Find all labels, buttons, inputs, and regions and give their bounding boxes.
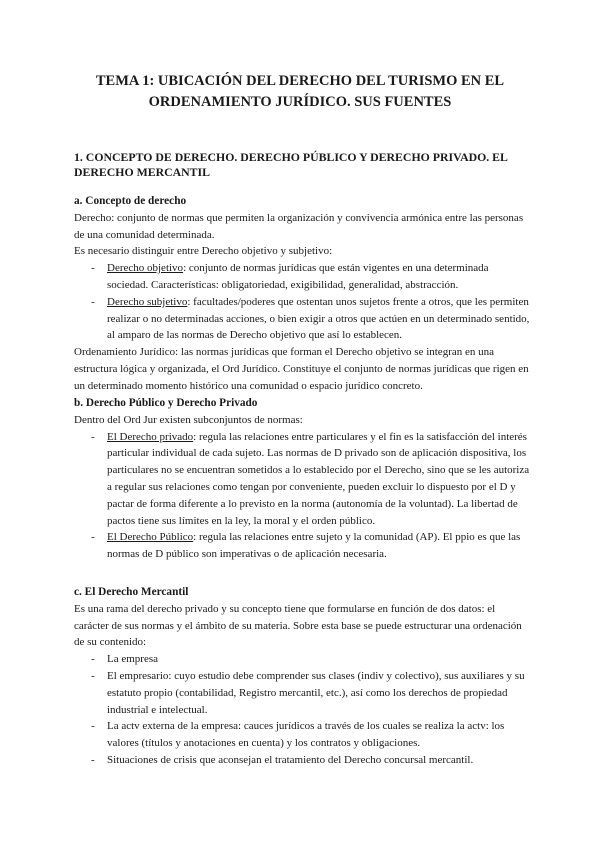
list-item <box>74 429 532 530</box>
mercantil-content-list <box>74 651 532 769</box>
dash-bullet: - <box>91 669 95 682</box>
dash-bullet: - <box>91 753 95 766</box>
item-text: La empresa <box>107 653 158 666</box>
dash-bullet: - <box>91 720 95 733</box>
list-item <box>74 718 532 752</box>
dash-bullet: - <box>91 531 95 544</box>
item-text: : regula las relaciones entre sujeto y la comunidad (AP). El ppio es que las normas de D público son imperativas o de aplicación necesaria. <box>107 531 521 561</box>
section-a <box>74 193 532 395</box>
dash-bullet: - <box>91 653 95 666</box>
list-item <box>74 294 532 344</box>
derecho-definition: Derecho: conjunto de normas que permiten la organización y convivencia armónica entre las personas de una comunidad determinada. <box>74 211 524 241</box>
section-c-heading: c. El Derecho Mercantil <box>74 586 189 598</box>
list-item <box>74 668 532 718</box>
item-text: : regula las relaciones entre particulares y el fin es la satisfacción del interés particular individual de cada sujeto. Las normas de D privado son de aplicación dispositiva, los particulares no se encuentran sometidos a lo establecido por el Derecho, sino que se les autoriza a regular sus relaciones como tengan por conveniente, pueden excluir lo dispuesto por el D y pactar de forma diferente a lo previsto en la norma (autonomía de la voluntad). La libertad de pactos tiene sus límites en la ley, la moral y el orden público. <box>107 430 530 527</box>
ordenamiento-definition: Ordenamiento Jurídico: las normas jurídicas que forman el Derecho objetivo se integran en una estructura lógica y organizada, el Ord Jurídico. Constituye el conjunto de normas jurídicas que rigen en un determinado momento histórico una comunidad o espacio jurídico concreto. <box>74 346 529 392</box>
document-title <box>60 71 540 113</box>
dash-bullet: - <box>91 430 95 443</box>
dash-bullet: - <box>91 262 95 275</box>
distinction-intro: Es necesario distinguir entre Derecho objetivo y subjetivo: <box>74 245 333 258</box>
term-label: Derecho subjetivo <box>107 295 188 308</box>
section-b <box>74 395 532 563</box>
item-text: Situaciones de crisis que aconsejan el tratamiento del Derecho concursal mercantil. <box>107 753 474 766</box>
title-line-1: TEMA 1: UBICACIÓN DEL DERECHO DEL TURISMO EN EL <box>95 73 505 89</box>
derecho-types-list <box>74 260 532 344</box>
list-item <box>74 752 532 769</box>
item-text: : facultades/poderes que ostentan unos sujetos frente a otros, que les permiten realizar o no determinadas acciones, o bien exigir a otros que actúen en un determinado sentido, al amparo de las normas de Derecho objetivo que así lo establecen. <box>107 295 530 342</box>
section-a-heading: a. Concepto de derecho <box>74 195 187 207</box>
term-label: Derecho objetivo <box>107 262 184 275</box>
item-text: El empresario: cuyo estudio debe comprender sus clases (indiv y colectivo), sus auxiliares y su estatuto propio (contabilidad, Registro mercantil, etc.), así como los derechos de propiedad industrial e intelectual. <box>107 669 525 716</box>
section-b-heading: b. Derecho Público y Derecho Privado <box>74 397 258 409</box>
subconjuntos-intro: Dentro del Ord Jur existen subconjuntos de normas: <box>74 413 303 426</box>
list-item <box>74 260 532 294</box>
dash-bullet: - <box>91 295 95 308</box>
section-1-heading: 1. CONCEPTO DE DERECHO. DERECHO PÚBLICO Y DERECHO PRIVADO. EL DERECHO MERCANTIL <box>74 150 508 179</box>
item-text: : conjunto de normas jurídicas que están vigentes en una determinada sociedad. Características: obligatoriedad, exigibilidad, generalidad, abstracción. <box>107 262 489 291</box>
item-text: La actv externa de la empresa: cauces jurídicos a través de los cuales se realiza la actv: los valores (títulos y anotaciones en cuenta) y los contratos y obligaciones. <box>107 720 505 750</box>
mercantil-intro: Es una rama del derecho privado y su concepto tiene que formularse en función de dos datos: el carácter de sus normas y el ámbito de su materia. Sobre esta base se puede estructurar una ordenación de su contenido: <box>74 602 522 649</box>
derecho-branches-list <box>74 429 532 563</box>
section-c <box>74 584 532 769</box>
list-item <box>74 651 532 668</box>
title-line-2: ORDENAMIENTO JURÍDICO. SUS FUENTES <box>148 94 452 110</box>
term-label: El Derecho Público <box>107 531 194 544</box>
term-label: El Derecho privado <box>107 430 194 443</box>
list-item <box>74 529 532 563</box>
